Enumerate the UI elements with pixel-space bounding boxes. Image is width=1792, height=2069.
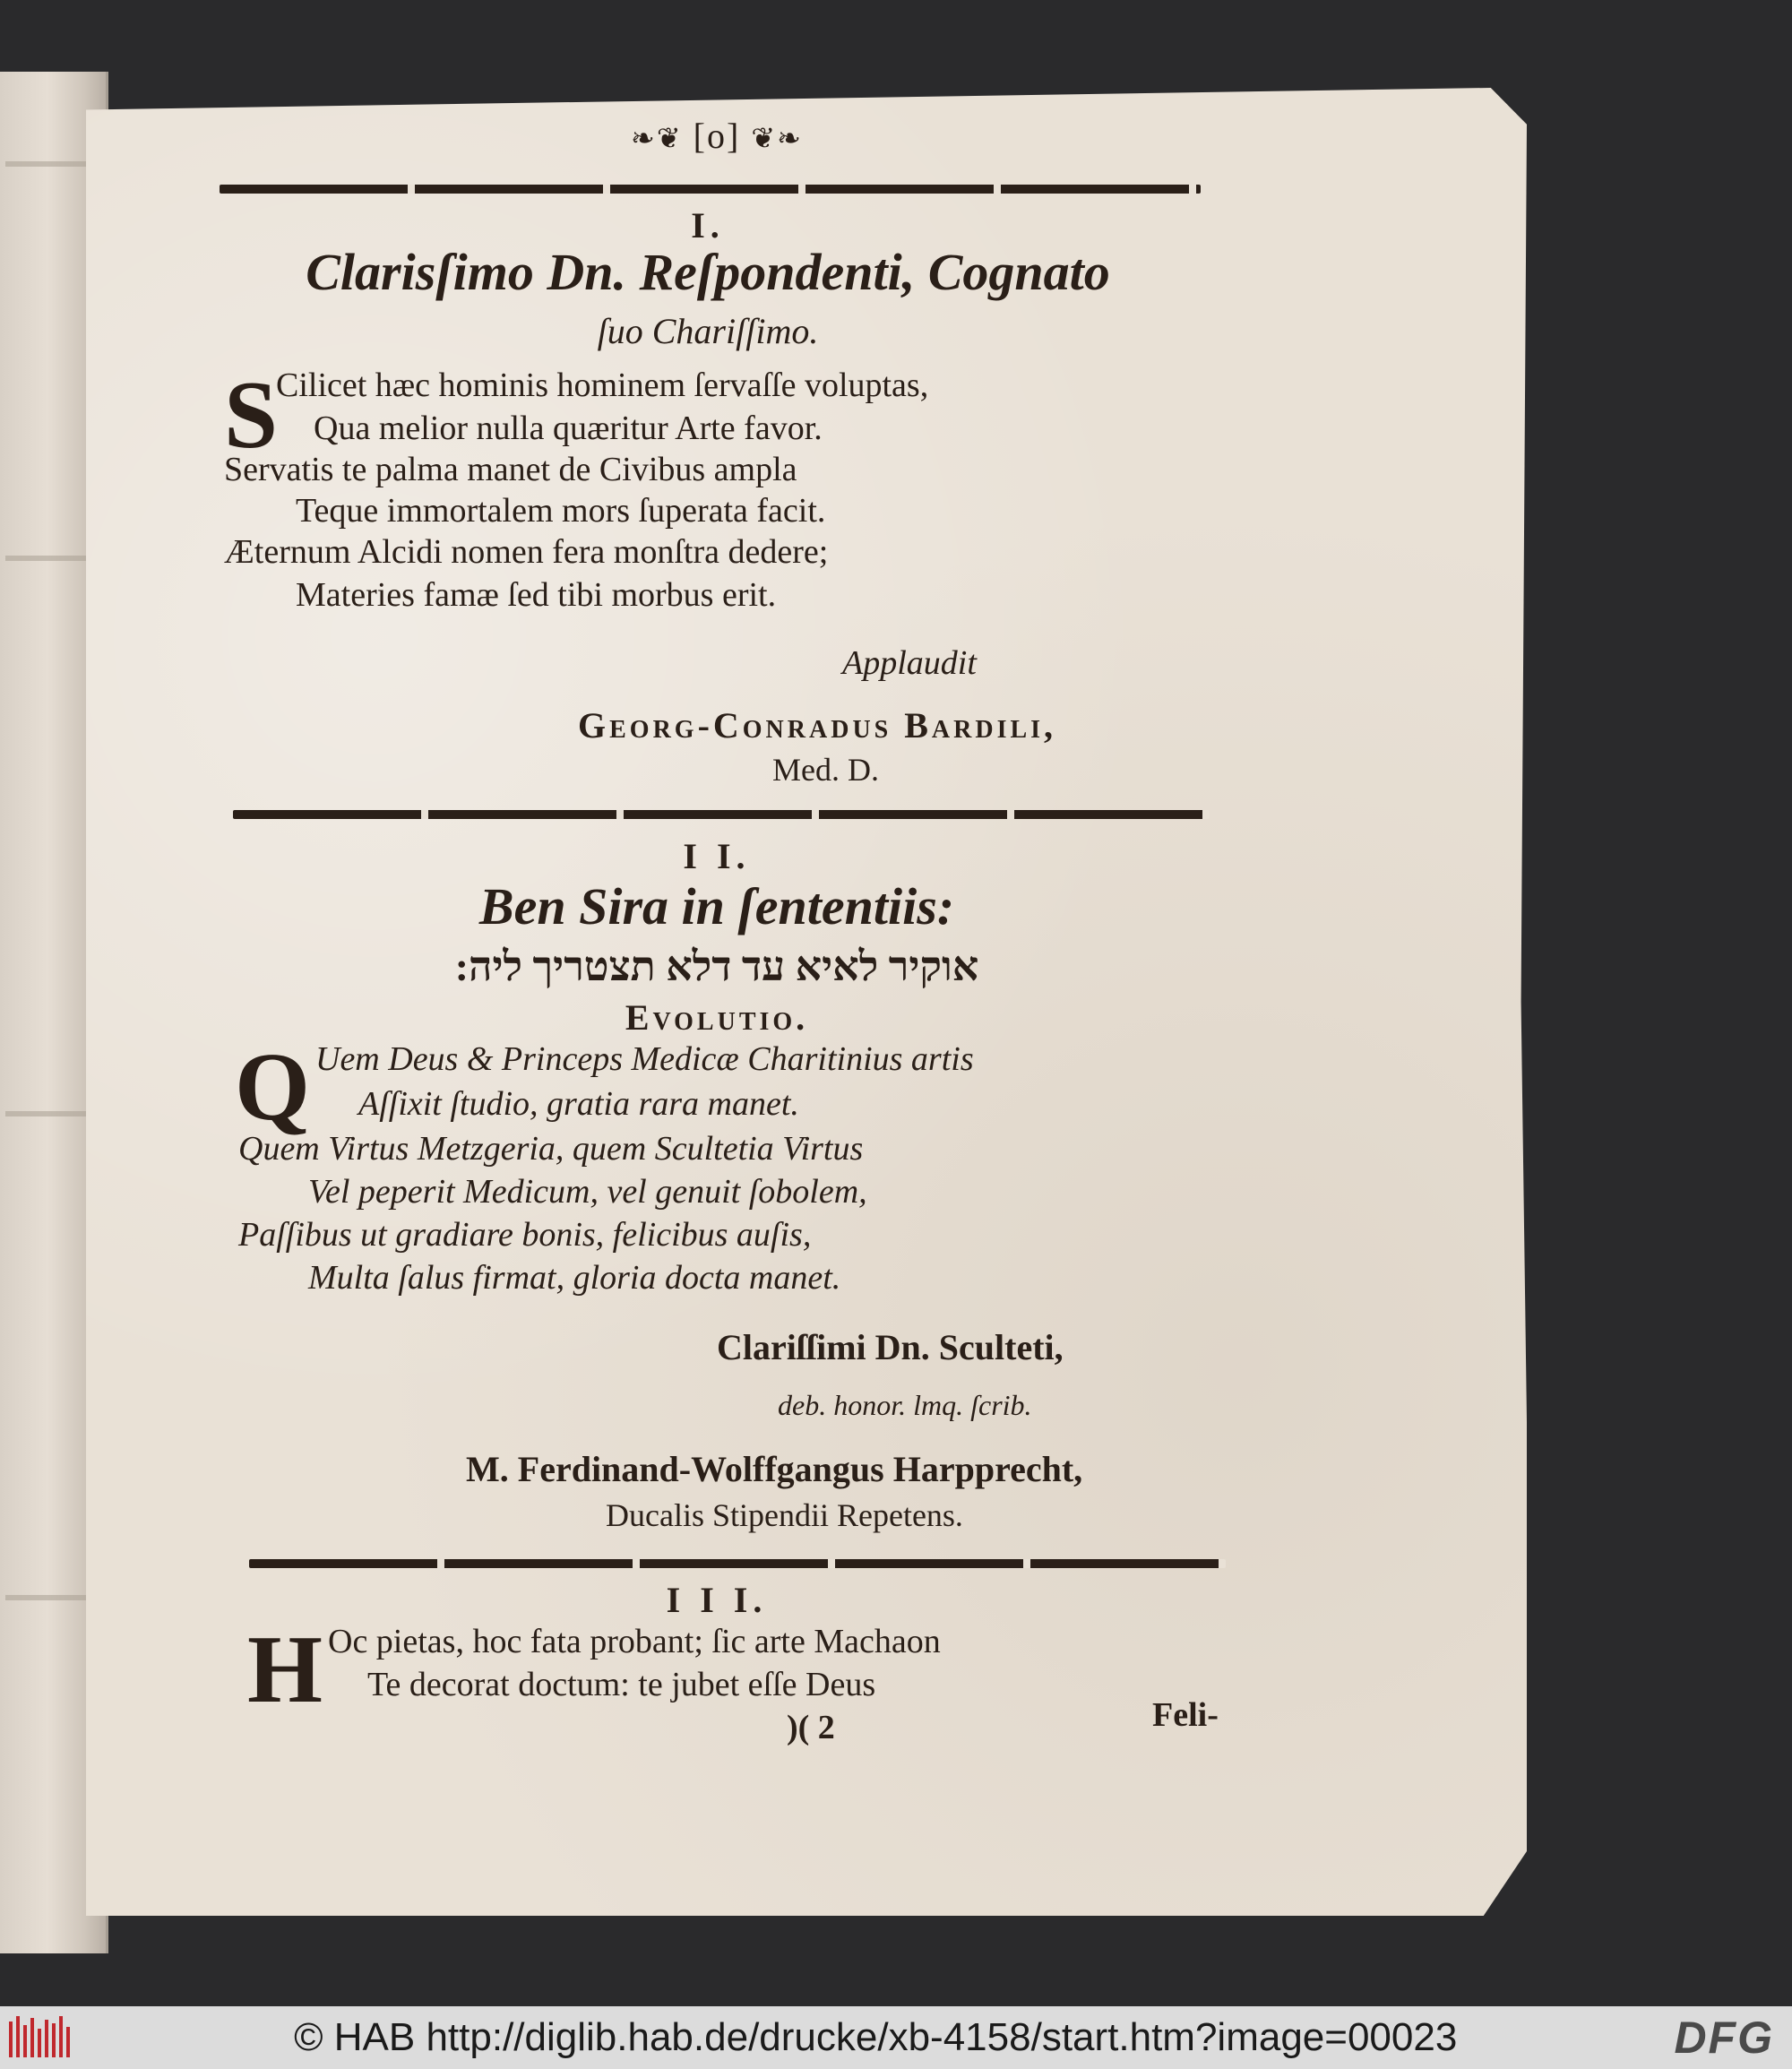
divider-rule-1 [220, 185, 1201, 194]
poem2-evolutio: Evolutio. [625, 997, 809, 1038]
poem2-author-title: Ducalis Stipendii Repetens. [606, 1497, 963, 1533]
catchword: Feli- [1152, 1696, 1219, 1734]
running-head [573, 115, 860, 157]
poem2-line-3: Quem Virtus Metzgeria, quem Scultetia Virtus [238, 1130, 864, 1168]
footer-copyright-link[interactable]: © HAB http://diglib.hab.de/drucke/xb-4158/start.htm?image=00023 [294, 2015, 1458, 2059]
poem2-heading: Ben Sira in ſententiis: [478, 877, 955, 935]
poem1-line-1: Cilicet hæc hominis hominem ſervaſſe voluptas, [276, 366, 929, 404]
poem1-line-5: Æternum Alcidi nomen fera monſtra dedere; [224, 533, 829, 571]
page-marker: [o] [693, 116, 741, 156]
poem3-line-2: Te decorat doctum: te jubet eſſe Deus [367, 1666, 876, 1703]
poem1-applaudit: Applaudit [842, 644, 977, 682]
poem1-number: I. [691, 205, 725, 246]
footer-bar [0, 2006, 1792, 2069]
ghost-rule [5, 556, 95, 561]
poem1-subheading: ſuo Chariſſimo. [597, 311, 819, 351]
poem2-number: I I. [683, 836, 751, 876]
ghost-rule [5, 1111, 95, 1116]
poem2-initial: Q [235, 1034, 311, 1141]
poem2-hebrew: אוקיר לאיא עד דלא תצטריך ליה: [454, 944, 979, 989]
poem1-author-title: Med. D. [772, 752, 879, 788]
poem2-author: M. Ferdinand-Wolffgangus Harpprecht, [466, 1449, 1083, 1489]
poem3-line-1: Oc pietas, hoc fata probant; ſic arte Machaon [328, 1623, 941, 1660]
poem1-line-3: Servatis te palma manet de Civibus ampla [224, 451, 797, 488]
poem1-author: Georg-Conradus Bardili, [578, 705, 1057, 746]
poem2-dedication: deb. honor. lmq. ſcrib. [778, 1389, 1032, 1421]
poem1-initial: S [224, 362, 279, 469]
signature-mark: )( 2 [787, 1709, 835, 1746]
divider-rule-3 [249, 1559, 1226, 1568]
ghost-rule [5, 1595, 95, 1600]
ornament-left-icon: ❧❦ [631, 122, 683, 154]
poem1-line-2: Qua melior nulla quæritur Arte favor. [314, 409, 823, 447]
poem2-line-4: Vel peperit Medicum, vel genuit ſobolem, [308, 1173, 867, 1211]
ghost-rule [5, 161, 95, 167]
poem3-number: I I I. [666, 1580, 768, 1620]
poem2-line-1: Uem Deus & Princeps Medicæ Charitinius artis [315, 1040, 974, 1078]
poem3-initial: H [247, 1616, 323, 1723]
hab-barcode-logo-icon [5, 2013, 77, 2063]
poem1-heading: Clarisſimo Dn. Reſpondenti, Cognato [306, 243, 1110, 301]
ornament-right-icon: ❦❧ [751, 122, 803, 154]
divider-rule-2 [233, 810, 1210, 819]
poem1-line-4: Teque immortalem mors ſuperata facit. [296, 492, 826, 530]
poem2-line-2: Aſſixit ſtudio, gratia rara manet. [358, 1085, 799, 1123]
poem2-line-6: Multa ſalus firmat, gloria docta manet. [308, 1259, 841, 1297]
poem1-line-6: Materies famæ ſed tibi morbus erit. [296, 576, 777, 614]
dfg-logo: DFG [1674, 2013, 1774, 2063]
poem2-dedicatee: Clariſſimi Dn. Sculteti, [717, 1327, 1064, 1367]
poem2-line-5: Paſſibus ut gradiare bonis, felicibus auſis, [238, 1216, 812, 1254]
